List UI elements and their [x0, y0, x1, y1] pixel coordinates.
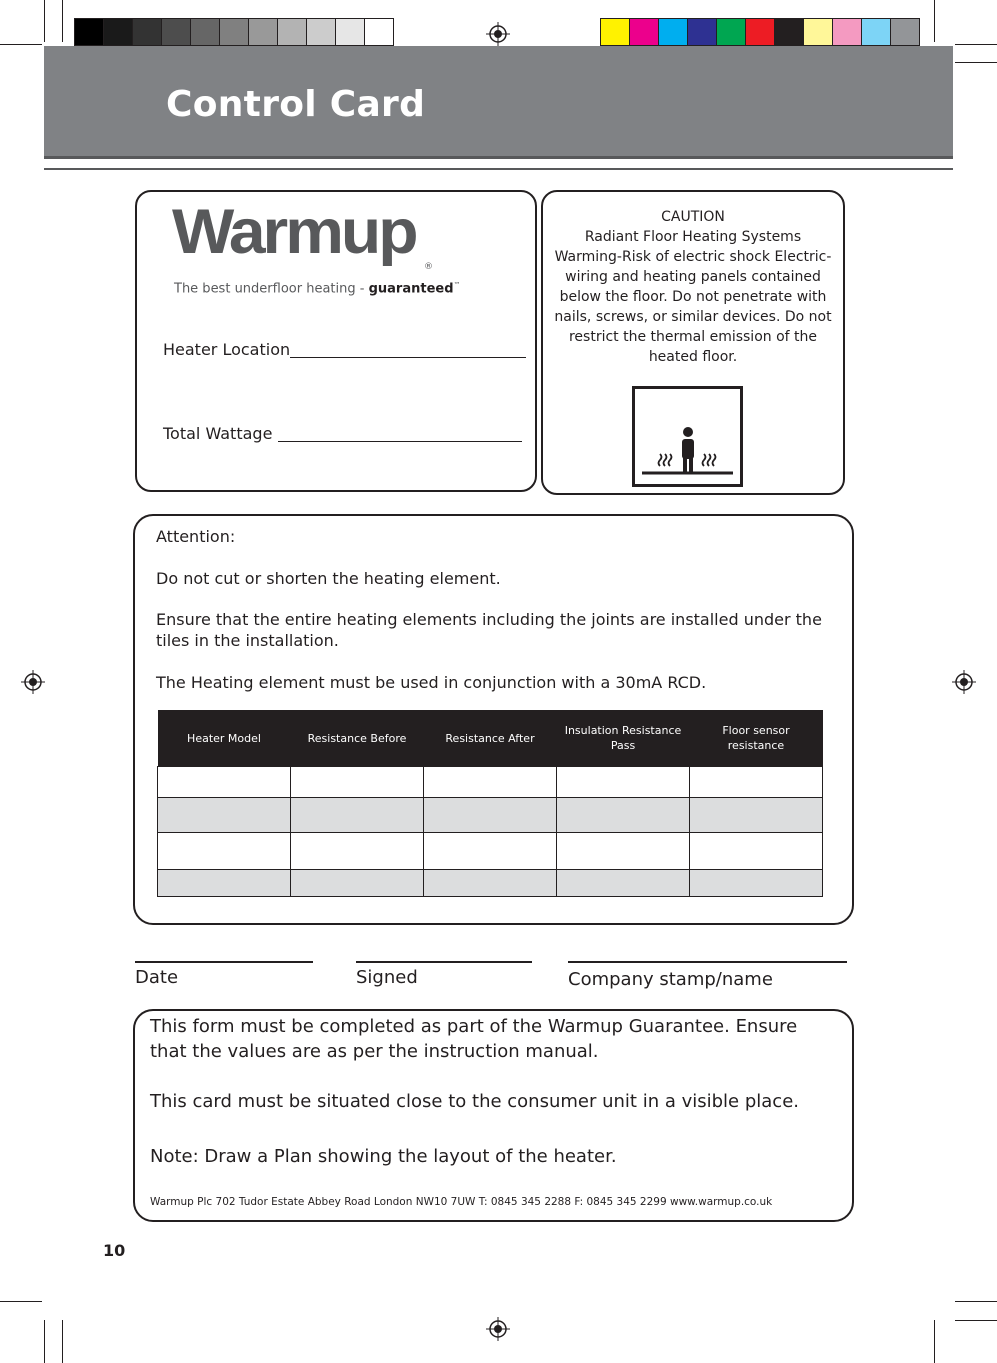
- caution-text: [553, 207, 833, 367]
- header-rule: [44, 168, 953, 170]
- header-resistance-before: Resistance Before: [291, 710, 424, 767]
- table-cell[interactable]: [690, 798, 823, 833]
- color-swatch: [306, 18, 336, 46]
- color-swatch: [774, 18, 804, 46]
- table-cell[interactable]: [291, 833, 424, 870]
- table-cell[interactable]: [557, 870, 690, 897]
- caution-heading: CAUTION: [661, 209, 725, 225]
- table-cell[interactable]: [690, 833, 823, 870]
- table-cell[interactable]: [424, 833, 557, 870]
- signed-line[interactable]: [356, 961, 532, 963]
- color-swatch: [335, 18, 365, 46]
- brand-tagline: The best underfloor heating - guaranteed™: [174, 281, 461, 297]
- color-swatch: [132, 18, 162, 46]
- color-swatch: [658, 18, 688, 46]
- crop-mark: [955, 44, 997, 45]
- crop-mark: [934, 0, 935, 42]
- color-swatch: [103, 18, 133, 46]
- color-swatch: [277, 18, 307, 46]
- color-swatch: [861, 18, 891, 46]
- color-swatch: [629, 18, 659, 46]
- table-cell[interactable]: [291, 798, 424, 833]
- table-cell[interactable]: [690, 767, 823, 798]
- color-swatch: [74, 18, 104, 46]
- table-cell[interactable]: [424, 767, 557, 798]
- color-swatch: [161, 18, 191, 46]
- header-insulation-resistance: Insulation Resistance Pass: [557, 710, 690, 767]
- total-wattage-field[interactable]: [278, 441, 522, 442]
- color-swatch: [890, 18, 920, 46]
- registration-mark-bottom: [486, 1317, 510, 1341]
- crop-mark: [44, 0, 45, 42]
- table-cell[interactable]: [424, 870, 557, 897]
- notes-line-3: Note: Draw a Plan showing the layout of the heater.: [150, 1146, 617, 1167]
- registration-mark-top: [486, 22, 510, 46]
- crop-mark: [0, 44, 42, 45]
- table-cell[interactable]: [158, 767, 291, 798]
- page-number: 10: [103, 1241, 126, 1260]
- table-cell[interactable]: [158, 798, 291, 833]
- table-row: [158, 870, 823, 897]
- crop-mark: [62, 0, 63, 42]
- date-line[interactable]: [135, 961, 313, 963]
- color-swatch: [600, 18, 630, 46]
- table-cell[interactable]: [690, 870, 823, 897]
- color-swatch: [687, 18, 717, 46]
- caution-body: Radiant Floor Heating Systems Warming-Risk of electric shock Electric-wiring and heating panels contained below the floor. Do not penetrate with nails, screws, or similar devices. Do not restrict the thermal emission of the heated floor.: [554, 229, 832, 365]
- resistance-table: [157, 710, 823, 897]
- table-cell[interactable]: [424, 798, 557, 833]
- header-floor-sensor-resistance: Floor sensor resistance: [690, 710, 823, 767]
- heater-location-field[interactable]: [290, 357, 526, 358]
- table-cell[interactable]: [557, 833, 690, 870]
- table-cell[interactable]: [158, 870, 291, 897]
- table-cell[interactable]: [291, 870, 424, 897]
- registration-mark-right: [952, 670, 976, 694]
- crop-mark: [0, 1301, 42, 1302]
- color-swatch: [803, 18, 833, 46]
- company-stamp-line[interactable]: [568, 961, 847, 963]
- company-stamp-label: Company stamp/name: [568, 969, 773, 990]
- heated-floor-warning-icon: [632, 386, 743, 487]
- registered-mark: ®: [424, 262, 433, 272]
- crop-mark: [934, 1320, 935, 1363]
- color-swatch: [716, 18, 746, 46]
- warmup-logo: Warmup: [172, 195, 416, 267]
- table-row: [158, 767, 823, 798]
- attention-line-2: Ensure that the entire heating elements including the joints are installed under the tiles in the installation.: [156, 610, 822, 650]
- table-row: [158, 833, 823, 870]
- color-swatch: [364, 18, 394, 46]
- color-swatch: [745, 18, 775, 46]
- page-title: Control Card: [166, 84, 426, 125]
- registration-mark-left: [21, 670, 45, 694]
- crop-mark: [62, 1320, 63, 1363]
- color-swatch: [190, 18, 220, 46]
- table-header-row: [158, 710, 823, 767]
- signed-label: Signed: [356, 967, 418, 988]
- company-address: Warmup Plc 702 Tudor Estate Abbey Road London NW10 7UW T: 0845 345 2288 F: 0845 345 2299 www.warmup.co.uk: [150, 1196, 773, 1208]
- attention-line-3: The Heating element must be used in conjunction with a 30mA RCD.: [156, 673, 707, 692]
- header-resistance-after: Resistance After: [424, 710, 557, 767]
- date-label: Date: [135, 967, 179, 988]
- header-heater-model: Heater Model: [158, 710, 291, 767]
- table-row: [158, 798, 823, 833]
- notes-line-1: This form must be completed as part of the Warmup Guarantee. Ensure that the values are as per the instruction manual.: [150, 1016, 798, 1062]
- color-swatch: [832, 18, 862, 46]
- crop-mark: [955, 1301, 997, 1302]
- crop-mark: [44, 1320, 45, 1363]
- table-cell[interactable]: [291, 767, 424, 798]
- notes-line-2: This card must be situated close to the consumer unit in a visible place.: [150, 1091, 799, 1112]
- crop-mark: [955, 62, 997, 63]
- table-cell[interactable]: [557, 798, 690, 833]
- table-cell[interactable]: [557, 767, 690, 798]
- table-cell[interactable]: [158, 833, 291, 870]
- color-swatch: [248, 18, 278, 46]
- heater-location-label: Heater Location: [163, 340, 291, 359]
- attention-heading: Attention:: [156, 527, 236, 546]
- color-swatch: [219, 18, 249, 46]
- attention-line-1: Do not cut or shorten the heating element.: [156, 569, 501, 588]
- crop-mark: [955, 1320, 997, 1321]
- total-wattage-label: Total Wattage: [163, 424, 273, 443]
